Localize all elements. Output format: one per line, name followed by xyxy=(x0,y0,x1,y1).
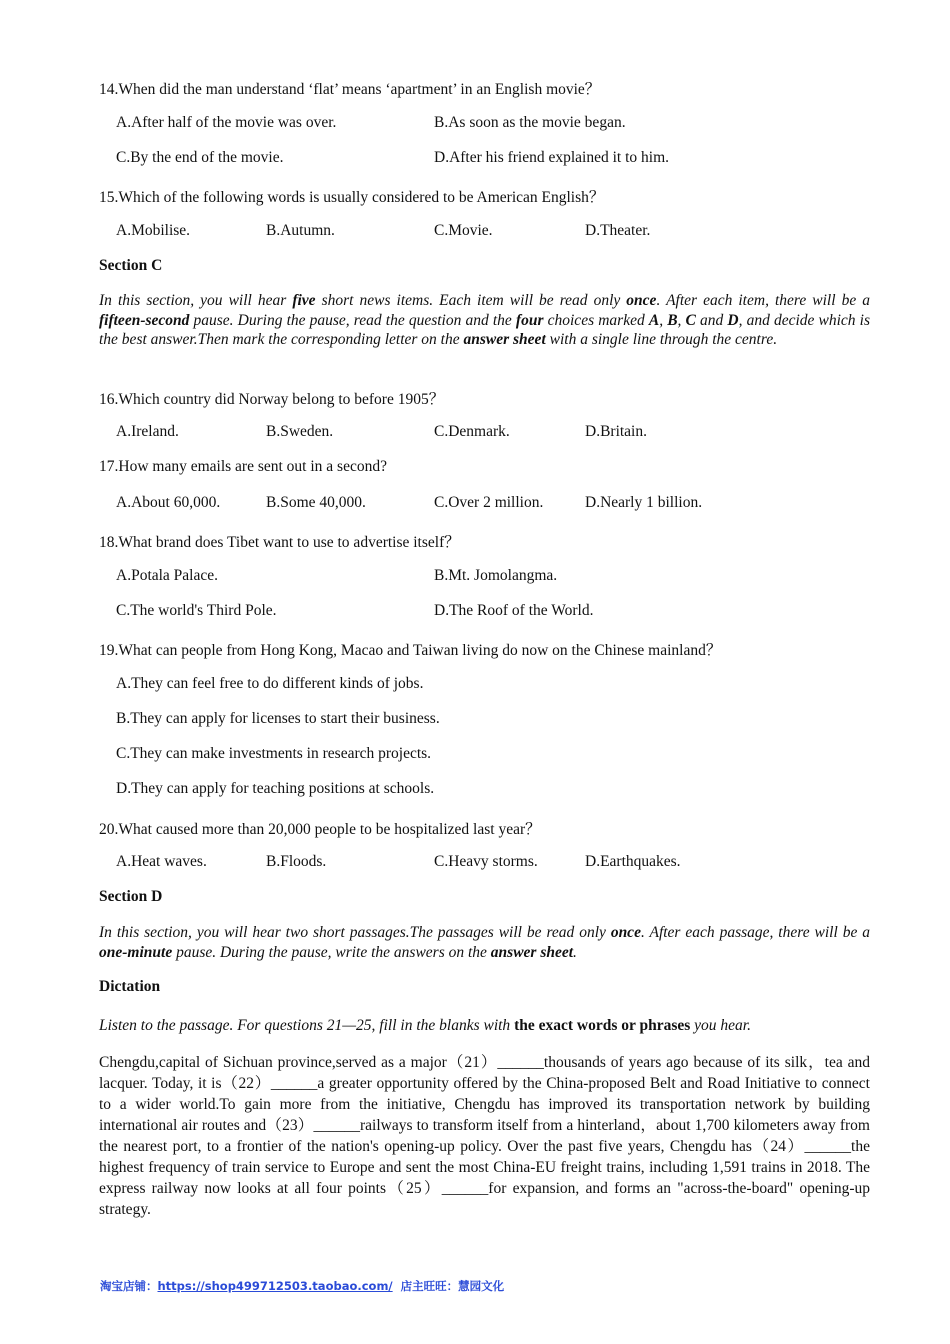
q16-option-a: A.Ireland. xyxy=(116,423,179,440)
question-17-stem: 17.How many emails are sent out in a second? xyxy=(99,458,387,475)
section-d-heading: Section D xyxy=(99,888,163,905)
q16-option-b: B.Sweden. xyxy=(266,423,334,440)
question-18-stem: 18.What brand does Tibet want to use to advertise itself？ xyxy=(99,534,460,551)
q17-option-a: A.About 60,000. xyxy=(116,494,221,511)
dictation-heading: Dictation xyxy=(99,978,161,995)
question-16-stem: 16.Which country did Norway belong to before 1905？ xyxy=(99,391,445,408)
question-19-stem: 19.What can people from Hong Kong, Macao and Taiwan living do now on the Chinese mainland？ xyxy=(99,642,722,659)
shop-label: 淘宝店铺： xyxy=(100,1279,158,1293)
q20-option-b: B.Floods. xyxy=(266,853,327,870)
q17-option-c: C.Over 2 million. xyxy=(434,494,544,511)
q14-option-b: B.As soon as the movie began. xyxy=(434,114,626,131)
q18-option-b: B.Mt. Jomolangma. xyxy=(434,567,558,584)
question-14-stem: 14.When did the man understand ‘flat’ means ‘apartment’ in an English movie？ xyxy=(99,81,601,98)
q14-option-a: A.After half of the movie was over. xyxy=(116,114,337,131)
q20-option-c: C.Heavy storms. xyxy=(434,853,538,870)
q15-option-a: A.Mobilise. xyxy=(116,222,191,239)
q15-option-c: C.Movie. xyxy=(434,222,493,239)
q16-option-d: D.Britain. xyxy=(585,423,647,440)
q20-option-d: D.Earthquakes. xyxy=(585,853,681,870)
dictation-instructions: Listen to the passage. For questions 21—25, fill in the blanks with the exact words or phrases you hear. xyxy=(99,1017,751,1034)
section-d-instructions: In this section, you will hear two short passages.The passages will be read only once. After each passage, there will be a one-minute pause. During the pause, write the answers on the answer sheet. xyxy=(99,924,870,961)
q16-option-c: C.Denmark. xyxy=(434,423,510,440)
q17-option-d: D.Nearly 1 billion. xyxy=(585,494,703,511)
q19-option-c: C.They can make investments in research projects. xyxy=(116,745,432,762)
section-c-instructions: In this section, you will hear five short news items. Each item will be read only once. After each item, there will be a fifteen-second pause. During the pause, read the question and the four choices marked A, B, C and D, and decide which is the best answer.Then mark the corresponding letter on the answer sheet with a single line through the centre. xyxy=(99,292,871,348)
q18-option-c: C.The world's Third Pole. xyxy=(116,602,277,619)
q17-option-b: B.Some 40,000. xyxy=(266,494,366,511)
q15-option-b: B.Autumn. xyxy=(266,222,335,239)
q18-option-d: D.The Roof of the World. xyxy=(434,602,594,619)
section-c-heading: Section C xyxy=(99,257,163,274)
q14-option-d: D.After his friend explained it to him. xyxy=(434,149,670,166)
dictation-passage: Chengdu,capital of Sichuan province,served as a major（21）______thousands of years ago because of its silk，tea and lacquer. Today, it is（22）______a greater opportunity offered by the China-proposed Belt and Road Initiative to connect to a wider world.To gain more from the initiative, Chengdu has improved its transportation network by building international air routes and（23）______railways to transform itself from a hinterland，about 1,700 kilometers away from the nearest port, to a frontier of the nation's opening-up policy. Over the past five years, Chengdu has（24）______the highest frequency of train service to Europe and sent the most China-EU freight trains, including 1,591 trains in 2018. The express railway now looks at all four points（25）______for expansion, and forms an "across-the-board" opening-up strategy. xyxy=(99,1054,870,1218)
page-footer xyxy=(100,1278,504,1294)
owner-label: 店主旺旺：慧园文化 xyxy=(400,1279,505,1293)
question-15-stem: 15.Which of the following words is usually considered to be American English？ xyxy=(99,189,605,206)
q19-option-b: B.They can apply for licenses to start their business. xyxy=(116,710,440,727)
shop-link[interactable]: https://shop499712503.taobao.com/ xyxy=(157,1279,393,1293)
q15-option-d: D.Theater. xyxy=(585,222,651,239)
q19-option-a: A.They can feel free to do different kinds of jobs. xyxy=(116,675,424,692)
q14-option-c: C.By the end of the movie. xyxy=(116,149,284,166)
q19-option-d: D.They can apply for teaching positions at schools. xyxy=(116,780,435,797)
q18-option-a: A.Potala Palace. xyxy=(116,567,219,584)
q20-option-a: A.Heat waves. xyxy=(116,853,207,870)
question-20-stem: 20.What caused more than 20,000 people to be hospitalized last year？ xyxy=(99,821,541,838)
